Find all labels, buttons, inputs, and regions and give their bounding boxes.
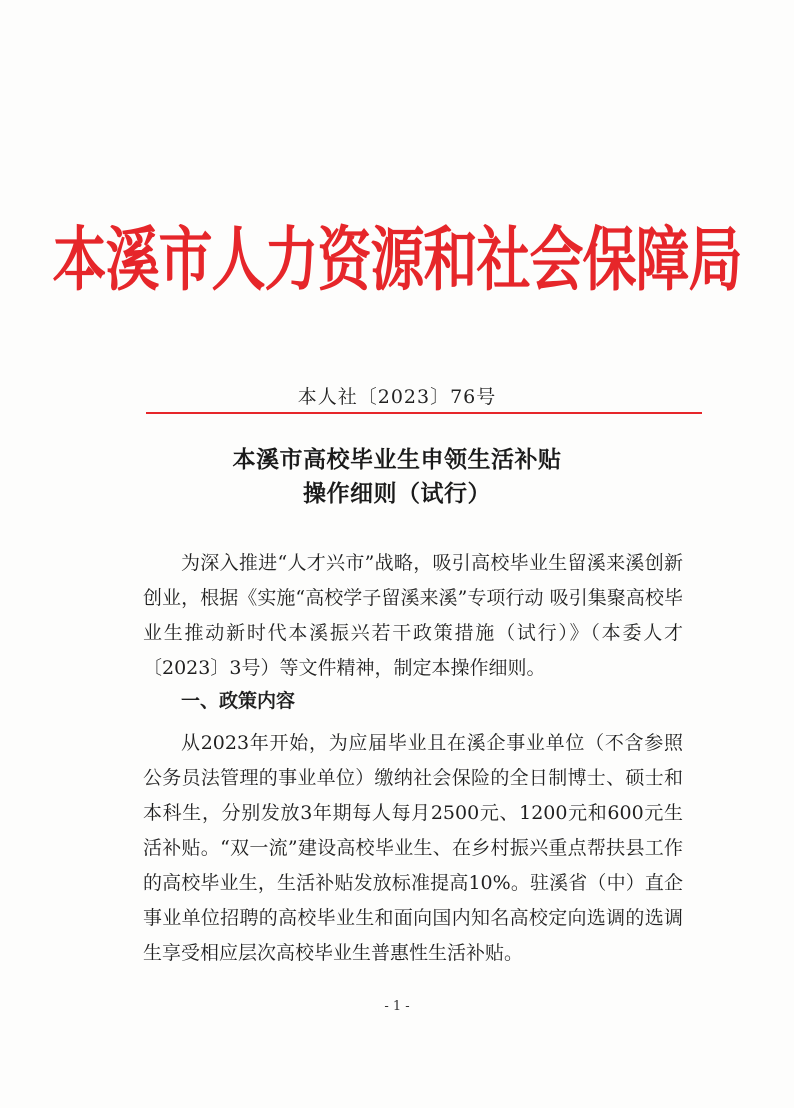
body-paragraph-intro — [143, 546, 683, 686]
body-paragraph-policy — [143, 726, 683, 971]
page-number: - 1 - — [384, 999, 410, 1014]
paragraph-text: 为深入推进“人才兴市”战略，吸引高校毕业生留溪来溪创新创业，根据《实施“高校学子留溪来溪”专项行动 吸引集聚高校毕业生推动新时代本溪振兴若干政策措施（试行）》（本委人才〔2023〕3号）等文件精神，制定本操作细则。 — [143, 552, 683, 679]
paragraph-text: 从2023年开始，为应届毕业且在溪企事业单位（不含参照公务员法管理的事业单位）缴纳社会保险的全日制博士、硕士和本科生，分别发放3年期每人每月2500元、1200元和600元生活补贴。“双一流”建设高校毕业生、在乡村振兴重点帮扶县工作的高校毕业生，生活补贴发放标准提高10%。驻溪省（中）直企事业单位招聘的高校毕业生和面向国内知名高校定向选调的选调生享受相应层次高校毕业生普惠性生活补贴。 — [143, 732, 683, 964]
section-heading-policy-content: 一、政策内容 — [181, 690, 296, 712]
document-title-line-1: 本溪市高校毕业生申领生活补贴 — [232, 447, 562, 473]
issuer-letterhead: 本溪市人力资源和社会保障局 — [52, 218, 742, 300]
document-number: 本人社〔2023〕76号 — [297, 386, 497, 408]
document-title-line-2: 操作细则（试行） — [303, 481, 491, 507]
red-separator-line — [146, 412, 702, 414]
